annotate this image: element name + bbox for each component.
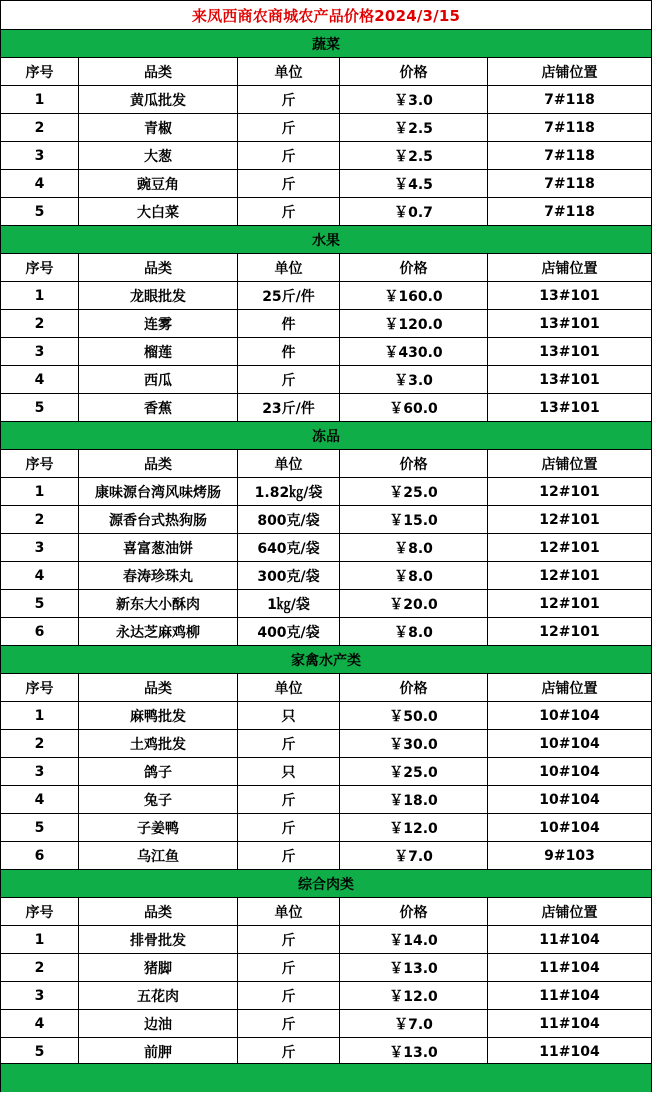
cell-index: 3 xyxy=(1,338,79,365)
cell-index: 5 xyxy=(1,590,79,617)
section-header xyxy=(1,422,652,450)
cell-location: 12#101 xyxy=(488,478,652,505)
cell-location: 13#101 xyxy=(488,338,652,365)
cell-category: 喜富葱油饼 xyxy=(79,534,238,561)
table-row xyxy=(1,506,652,534)
cell-price: ￥50.0 xyxy=(340,702,488,729)
cell-category: 连雾 xyxy=(79,310,238,337)
column-header-price: 价格 xyxy=(340,674,488,701)
cell-category: 豌豆角 xyxy=(79,170,238,197)
cell-category: 大葱 xyxy=(79,142,238,169)
cell-location: 12#101 xyxy=(488,590,652,617)
cell-index: 4 xyxy=(1,562,79,589)
cell-unit: 件 xyxy=(238,310,340,337)
cell-index: 2 xyxy=(1,114,79,141)
column-header-price: 价格 xyxy=(340,254,488,281)
cell-index: 6 xyxy=(1,842,79,869)
cell-index: 5 xyxy=(1,1038,79,1065)
section-header xyxy=(1,226,652,254)
cell-unit: 斤 xyxy=(238,366,340,393)
cell-index: 2 xyxy=(1,730,79,757)
cell-price: ￥60.0 xyxy=(340,394,488,421)
column-header-row xyxy=(1,674,652,702)
column-header-category: 品类 xyxy=(79,58,238,85)
cell-price: ￥4.5 xyxy=(340,170,488,197)
cell-location: 10#104 xyxy=(488,702,652,729)
table-row xyxy=(1,310,652,338)
cell-location: 7#118 xyxy=(488,86,652,113)
section-header xyxy=(1,30,652,58)
cell-unit: 斤 xyxy=(238,1038,340,1065)
column-header-unit: 单位 xyxy=(238,254,340,281)
cell-category: 土鸡批发 xyxy=(79,730,238,757)
cell-unit: 斤 xyxy=(238,142,340,169)
table-row xyxy=(1,926,652,954)
column-header-location: 店铺位置 xyxy=(488,898,652,925)
cell-category: 榴莲 xyxy=(79,338,238,365)
cell-index: 3 xyxy=(1,758,79,785)
cell-unit: 400克/袋 xyxy=(238,618,340,645)
column-header-row xyxy=(1,450,652,478)
cell-location: 12#101 xyxy=(488,534,652,561)
table-row xyxy=(1,338,652,366)
cell-price: ￥14.0 xyxy=(340,926,488,953)
cell-category: 大白菜 xyxy=(79,198,238,225)
cell-location: 10#104 xyxy=(488,758,652,785)
table-row xyxy=(1,758,652,786)
cell-location: 7#118 xyxy=(488,198,652,225)
cell-price: ￥3.0 xyxy=(340,366,488,393)
cell-category: 子姜鸭 xyxy=(79,814,238,841)
cell-price: ￥13.0 xyxy=(340,954,488,981)
cell-index: 4 xyxy=(1,170,79,197)
cell-price: ￥2.5 xyxy=(340,114,488,141)
cell-unit: 25斤/件 xyxy=(238,282,340,309)
table-row xyxy=(1,282,652,310)
cell-location: 12#101 xyxy=(488,506,652,533)
column-header-unit: 单位 xyxy=(238,898,340,925)
cell-price: ￥13.0 xyxy=(340,1038,488,1065)
cell-location: 11#104 xyxy=(488,1038,652,1065)
cell-price: ￥430.0 xyxy=(340,338,488,365)
title-row xyxy=(1,1,652,30)
cell-location: 7#118 xyxy=(488,114,652,141)
cell-category: 春涛珍珠丸 xyxy=(79,562,238,589)
cell-index: 2 xyxy=(1,310,79,337)
table-row xyxy=(1,982,652,1010)
cell-index: 1 xyxy=(1,282,79,309)
cell-price: ￥18.0 xyxy=(340,786,488,813)
cell-category: 青椒 xyxy=(79,114,238,141)
cell-category: 香蕉 xyxy=(79,394,238,421)
table-row xyxy=(1,534,652,562)
cell-index: 5 xyxy=(1,814,79,841)
table-row xyxy=(1,730,652,758)
cell-unit: 斤 xyxy=(238,842,340,869)
cell-location: 12#101 xyxy=(488,618,652,645)
cell-price: ￥15.0 xyxy=(340,506,488,533)
cell-price: ￥8.0 xyxy=(340,562,488,589)
cell-category: 永达芝麻鸡柳 xyxy=(79,618,238,645)
cell-category: 五花肉 xyxy=(79,982,238,1009)
column-header-index: 序号 xyxy=(1,58,79,85)
table-row xyxy=(1,562,652,590)
cell-price: ￥160.0 xyxy=(340,282,488,309)
cell-category: 排骨批发 xyxy=(79,926,238,953)
cell-location: 11#104 xyxy=(488,982,652,1009)
table-row xyxy=(1,198,652,226)
table-row xyxy=(1,86,652,114)
column-header-category: 品类 xyxy=(79,450,238,477)
cell-unit: 斤 xyxy=(238,814,340,841)
cell-unit: 只 xyxy=(238,702,340,729)
cell-unit: 斤 xyxy=(238,114,340,141)
column-header-price: 价格 xyxy=(340,898,488,925)
cell-price: ￥3.0 xyxy=(340,86,488,113)
column-header-category: 品类 xyxy=(79,254,238,281)
column-header-location: 店铺位置 xyxy=(488,674,652,701)
cell-location: 13#101 xyxy=(488,394,652,421)
column-header-index: 序号 xyxy=(1,898,79,925)
cell-index: 3 xyxy=(1,142,79,169)
column-header-index: 序号 xyxy=(1,674,79,701)
cell-unit: 斤 xyxy=(238,1010,340,1037)
cell-index: 3 xyxy=(1,982,79,1009)
table-row xyxy=(1,114,652,142)
cell-location: 11#104 xyxy=(488,926,652,953)
cell-location: 10#104 xyxy=(488,786,652,813)
cell-index: 1 xyxy=(1,702,79,729)
cell-category: 鸽子 xyxy=(79,758,238,785)
cell-price: ￥0.7 xyxy=(340,198,488,225)
cell-category: 黄瓜批发 xyxy=(79,86,238,113)
cell-unit: 800克/袋 xyxy=(238,506,340,533)
cell-location: 13#101 xyxy=(488,366,652,393)
table-row xyxy=(1,786,652,814)
cell-index: 2 xyxy=(1,954,79,981)
column-header-location: 店铺位置 xyxy=(488,450,652,477)
cell-category: 新东大小酥肉 xyxy=(79,590,238,617)
table-row xyxy=(1,702,652,730)
cell-unit: 斤 xyxy=(238,730,340,757)
section-header xyxy=(1,870,652,898)
cell-location: 11#104 xyxy=(488,954,652,981)
cell-category: 兔子 xyxy=(79,786,238,813)
section-title: 家禽水产类 xyxy=(291,652,361,669)
sections-container xyxy=(1,30,652,1066)
column-header-price: 价格 xyxy=(340,58,488,85)
cell-unit: 斤 xyxy=(238,982,340,1009)
section-title: 水果 xyxy=(312,232,340,249)
column-header-index: 序号 xyxy=(1,254,79,281)
cell-category: 源香台式热狗肠 xyxy=(79,506,238,533)
column-header-location: 店铺位置 xyxy=(488,254,652,281)
cell-price: ￥12.0 xyxy=(340,814,488,841)
column-header-category: 品类 xyxy=(79,674,238,701)
cell-unit: 1.82㎏/袋 xyxy=(238,478,340,505)
cell-unit: 件 xyxy=(238,338,340,365)
cell-unit: 斤 xyxy=(238,926,340,953)
cell-price: ￥25.0 xyxy=(340,478,488,505)
table-row xyxy=(1,814,652,842)
table-row xyxy=(1,394,652,422)
column-header-row xyxy=(1,898,652,926)
cell-location: 7#118 xyxy=(488,170,652,197)
cell-index: 1 xyxy=(1,478,79,505)
cell-unit: 斤 xyxy=(238,786,340,813)
cell-unit: 斤 xyxy=(238,170,340,197)
cell-category: 边油 xyxy=(79,1010,238,1037)
column-header-unit: 单位 xyxy=(238,58,340,85)
cell-location: 9#103 xyxy=(488,842,652,869)
cell-price: ￥120.0 xyxy=(340,310,488,337)
cell-price: ￥7.0 xyxy=(340,842,488,869)
cell-location: 13#101 xyxy=(488,310,652,337)
cell-index: 3 xyxy=(1,534,79,561)
section-title: 蔬菜 xyxy=(312,36,340,53)
cell-index: 1 xyxy=(1,926,79,953)
table-row xyxy=(1,590,652,618)
section-title: 综合肉类 xyxy=(298,876,354,893)
column-header-index: 序号 xyxy=(1,450,79,477)
footer-bar xyxy=(1,1063,652,1092)
cell-index: 4 xyxy=(1,366,79,393)
cell-location: 11#104 xyxy=(488,1010,652,1037)
cell-price: ￥8.0 xyxy=(340,534,488,561)
page-title: 来凤西商农商城农产品价格2024/3/15 xyxy=(191,6,461,25)
section-title: 冻品 xyxy=(312,428,340,445)
cell-category: 西瓜 xyxy=(79,366,238,393)
cell-location: 7#118 xyxy=(488,142,652,169)
cell-unit: 300克/袋 xyxy=(238,562,340,589)
table-row xyxy=(1,842,652,870)
cell-location: 13#101 xyxy=(488,282,652,309)
cell-price: ￥20.0 xyxy=(340,590,488,617)
table-row xyxy=(1,478,652,506)
cell-unit: 640克/袋 xyxy=(238,534,340,561)
column-header-price: 价格 xyxy=(340,450,488,477)
cell-unit: 斤 xyxy=(238,954,340,981)
cell-index: 5 xyxy=(1,394,79,421)
cell-category: 前胛 xyxy=(79,1038,238,1065)
cell-category: 康味源台湾风味烤肠 xyxy=(79,478,238,505)
table-row xyxy=(1,142,652,170)
cell-location: 10#104 xyxy=(488,814,652,841)
cell-price: ￥25.0 xyxy=(340,758,488,785)
cell-unit: 斤 xyxy=(238,86,340,113)
cell-unit: 23斤/件 xyxy=(238,394,340,421)
table-row xyxy=(1,1010,652,1038)
cell-index: 4 xyxy=(1,1010,79,1037)
column-header-location: 店铺位置 xyxy=(488,58,652,85)
cell-unit: 斤 xyxy=(238,198,340,225)
cell-unit: 只 xyxy=(238,758,340,785)
cell-index: 2 xyxy=(1,506,79,533)
table-row xyxy=(1,1038,652,1066)
column-header-unit: 单位 xyxy=(238,674,340,701)
cell-price: ￥8.0 xyxy=(340,618,488,645)
column-header-unit: 单位 xyxy=(238,450,340,477)
section-header xyxy=(1,646,652,674)
table-row xyxy=(1,366,652,394)
cell-category: 龙眼批发 xyxy=(79,282,238,309)
cell-price: ￥7.0 xyxy=(340,1010,488,1037)
cell-location: 10#104 xyxy=(488,730,652,757)
cell-index: 4 xyxy=(1,786,79,813)
cell-category: 猪脚 xyxy=(79,954,238,981)
cell-location: 12#101 xyxy=(488,562,652,589)
cell-price: ￥2.5 xyxy=(340,142,488,169)
cell-category: 麻鸭批发 xyxy=(79,702,238,729)
table-row xyxy=(1,954,652,982)
column-header-category: 品类 xyxy=(79,898,238,925)
table-row xyxy=(1,170,652,198)
cell-price: ￥30.0 xyxy=(340,730,488,757)
cell-index: 6 xyxy=(1,618,79,645)
cell-unit: 1㎏/袋 xyxy=(238,590,340,617)
column-header-row xyxy=(1,58,652,86)
cell-price: ￥12.0 xyxy=(340,982,488,1009)
cell-category: 乌江鱼 xyxy=(79,842,238,869)
column-header-row xyxy=(1,254,652,282)
cell-index: 1 xyxy=(1,86,79,113)
table-row xyxy=(1,618,652,646)
cell-index: 5 xyxy=(1,198,79,225)
